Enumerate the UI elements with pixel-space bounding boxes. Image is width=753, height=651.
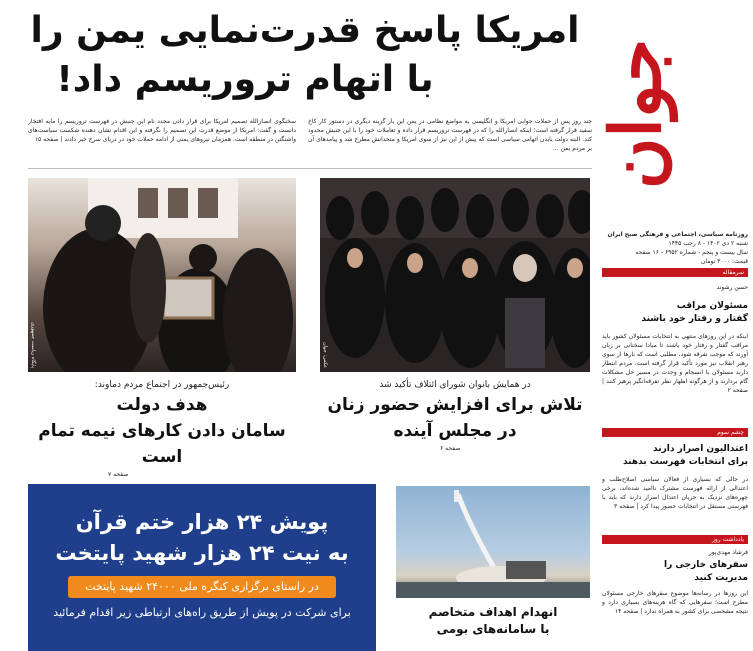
photo-missile-scene xyxy=(396,486,590,598)
ad-bottom-line: برای شرکت در پویش از طریق راه‌های ارتباطی زیر اقدام فرمائید xyxy=(53,606,351,619)
sidebar-section2-title-line2: برای انتخابات فهرست بدهند xyxy=(622,457,748,467)
sidebar xyxy=(602,268,748,651)
main-headline xyxy=(20,6,590,104)
sidebar-section2-text: در حالی که بسیاری از فعالان سیاسی اصلاح‌طلب و اعتدالی از ارائه فهرست مشترک ناامید شده‌اند، برخی چهره‌های نزدیک به جریان اعتدال اصرار دارند که باید با فهرستی مستقل در انتخابات حضور پیدا کرد | صفحه ۳ xyxy=(602,476,748,510)
missile-story xyxy=(396,604,590,638)
photo-president-scene xyxy=(28,178,296,372)
main-headline-line2: با اتهام تروریسم داد! xyxy=(56,59,434,100)
sidebar-section3-text: این روزها در رسانه‌ها موضوع سفرهای خارجی مسئولان مطرح است؛ سفرهایی که گاه هزینه‌های بسیاری دارد و نتیجه مشخصی برای کشور به همراه ندارد | صفحه ۱۴ xyxy=(602,590,748,615)
masthead-price: قیمت: ۳۰۰۰ تومان xyxy=(701,258,748,265)
masthead-info xyxy=(598,230,748,266)
story-left-title-line1: هدف دولت xyxy=(116,395,208,415)
sidebar-section3-title-line1: سفرهای خارجی را xyxy=(664,560,748,570)
sidebar-section3-title-line2: مدیریت کنید xyxy=(694,573,748,583)
ad-title-line1: پویش ۲۴ هزار ختم قرآن xyxy=(75,510,329,534)
photo-women-gathering xyxy=(320,178,590,372)
divider xyxy=(28,168,592,169)
story-right-kicker: در همایش بانوان شورای ائتلاف تأکید شد xyxy=(379,380,531,390)
story-left-kicker: رئیس‌جمهور در اجتماع مردم دماوند: xyxy=(94,380,230,390)
missile-title-line1: انهدام اهداف متخاصم xyxy=(428,605,558,619)
story-left-title-line2: سامان دادن کارهای نیمه تمام است xyxy=(38,421,286,467)
photo-credit: عکس: جوان xyxy=(322,341,328,368)
sidebar-section1-title-line2: گفتار و رفتار خود باشند xyxy=(641,314,748,324)
story-right-title-line1: تلاش برای افزایش حضور زنان xyxy=(327,395,583,415)
sidebar-section3-bar: یادداشت روز xyxy=(602,535,748,544)
ad-ribbon: در راستای برگزاری کنگره ملی ۲۴۰۰۰ شهید پایتخت xyxy=(68,576,336,598)
photo-president xyxy=(28,178,296,372)
masthead-subtitle: روزنامه سیاسی، اجتماعی و فرهنگی صبح ایران xyxy=(607,231,748,238)
masthead-issue: سال بیست و پنجم - شماره ۶۹۵۲ - ۱۶ صفحه xyxy=(635,249,748,256)
missile-title-line2: با سامانه‌های بومی xyxy=(436,622,550,636)
photo-missile-launch xyxy=(396,486,590,598)
story-right-page-ref: صفحه ۶ xyxy=(440,445,461,452)
masthead-date: شنبه ۲ دی ۱۴۰۲ - ۸ رجب ۱۴۴۵ xyxy=(668,240,748,247)
logo-text: جوان xyxy=(594,38,677,190)
masthead-logo xyxy=(594,0,753,228)
story-left-page-ref: صفحه ۷ xyxy=(108,471,129,478)
story-right xyxy=(320,378,590,453)
top-story-right-text: چند روز پس از حملات جوابی امریکا و انگلیسی به مواضع نظامی در یمن این بار گزینه دیگری در دستور کار کاخ سفید قرار گرفته است؛ اینکه انصارالله را که در فهرست تروریسم قرار داده و تعاملات خود را با این جنبش محدود کند. البته دولت بایدن اتهامی سیاسی است که پیش از این نیز از سوی امریکا و متحدانش مطرح شد و پیامدهای آن بر مردم یمن ... xyxy=(308,118,592,152)
ad-title-line2: به نیت ۲۴ هزار شهید پایتخت xyxy=(55,541,349,565)
photo-women-scene xyxy=(320,178,590,372)
sidebar-section1-title-line1: مسئولان مراقب xyxy=(676,301,748,311)
story-left xyxy=(28,378,296,479)
sidebar-section1-text: اینکه در این روزهای منتهی به انتخابات مسئولان کشور باید مراقب گفتار و رفتار خود باشند تا مبادا سخنانی بر زبان آورند که موجب تفرقه شود، مطلبی است که بارها از سوی رهبر انقلاب نیز مورد تأکید قرار گرفته است. مردم انتظار دارند مسئولان با انسجام و وحدت در مسیر حل مشکلات گام بردارند و از هرگونه اظهار نظر تفرقه‌انگیز پرهیز کنند | صفحه ۲ xyxy=(602,333,748,394)
sidebar-section1-bar: سرمقاله xyxy=(602,268,748,277)
sidebar-section3-author: فرشاد مهدی‌پور xyxy=(708,549,748,556)
story-right-title-line2: در مجلس آینده xyxy=(393,421,517,441)
sidebar-section2-bar: چشم سوم xyxy=(602,428,748,437)
main-headline-line1: امریکا پاسخ قدرت‌نمایی یمن را xyxy=(30,10,580,51)
sidebar-section1-author: حسن رشوند xyxy=(716,284,748,291)
sidebar-section2-title-line1: اعتدالیون اصرار دارند xyxy=(653,444,748,454)
photo-credit: پایگاه ریاست جمهوری xyxy=(30,321,36,368)
top-story-left-text: سخنگوی انصارالله تصمیم امریکا برای قرار دادن مجدد نام این جنبش در فهرست تروریسم را مایه افتخار دانست و گفت: امریکا از موضع قدرت این تصمیم را نگرفته و این اقدام نشان دهنده شکست سیاست‌های واشنگتن در منطقه است. همزمان نیروهای یمنی از ادامه حملات خود در دریای سرخ خبر دادند | صفحه ۱۵ xyxy=(28,118,296,143)
quran-campaign-ad xyxy=(28,484,376,651)
